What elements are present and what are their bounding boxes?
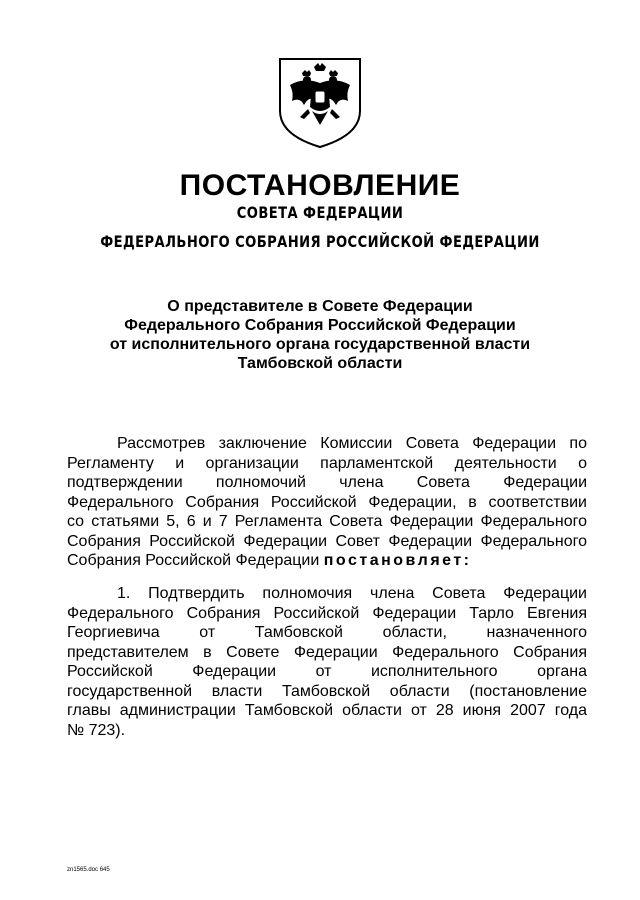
coat-of-arms-icon xyxy=(274,55,366,149)
resolution-item-1 xyxy=(67,584,587,740)
document-subject xyxy=(0,297,640,373)
paragraph-line: со статьями 5, 6 и 7 Регламента Совета Федерации Федерального xyxy=(67,513,587,530)
document-subtitle-line2: ФЕДЕРАЛЬНОГО СОБРАНИЯ РОССИЙСКОЙ ФЕДЕРАЦИИ xyxy=(100,232,540,251)
subject-line: О представителе в Совете Федерации xyxy=(167,298,473,315)
decision-word: постановляет: xyxy=(323,552,472,569)
preamble-paragraph xyxy=(67,434,587,571)
paragraph-line-text: Собрания Российской Федерации xyxy=(67,552,320,569)
document-subtitle-line1: СОВЕТА ФЕДЕРАЦИИ xyxy=(236,203,404,222)
paragraph-line: представителем в Совете Федерации Федерального Собрания xyxy=(67,643,587,661)
paragraph-line: главы администрации Тамбовской области от 28 июня 2007 года xyxy=(67,702,587,719)
paragraph-line: Регламенту и организации парламентской деятельности о xyxy=(67,454,587,472)
paragraph-line: 1. Подтвердить полномочия члена Совета Федерации xyxy=(117,585,587,602)
paragraph-line: подтверждении полномочий члена Совета Федерации xyxy=(67,474,587,491)
paragraph-line: Федерального Собрания Российской Федерации, в соответствии xyxy=(67,493,587,511)
paragraph-line: Федерального Собрания Российской Федерации Тарло Евгения xyxy=(67,604,587,622)
paragraph-line: Рассмотрев заключение Комиссии Совета Федерации по xyxy=(117,435,587,452)
paragraph-line: Георгиевича от Тамбовской области, назначенного xyxy=(67,624,587,641)
paragraph-line xyxy=(67,551,587,571)
subject-line: Тамбовской области xyxy=(237,355,403,372)
paragraph-line: Собрания Российской Федерации Совет Федерации Федерального xyxy=(67,532,587,550)
subject-line: Федерального Собрания Российской Федерации xyxy=(124,317,516,334)
document-title: ПОСТАНОВЛЕНИЕ xyxy=(179,169,461,202)
file-reference: zn1565.doc 645 xyxy=(67,867,110,873)
paragraph-line: Российской Федерации от исполнительного органа xyxy=(67,663,587,680)
paragraph-line: государственной власти Тамбовской области (постановление xyxy=(67,682,587,700)
subject-line: от исполнительного органа государственной власти xyxy=(109,336,531,353)
paragraph-line: № 723). xyxy=(67,721,126,739)
